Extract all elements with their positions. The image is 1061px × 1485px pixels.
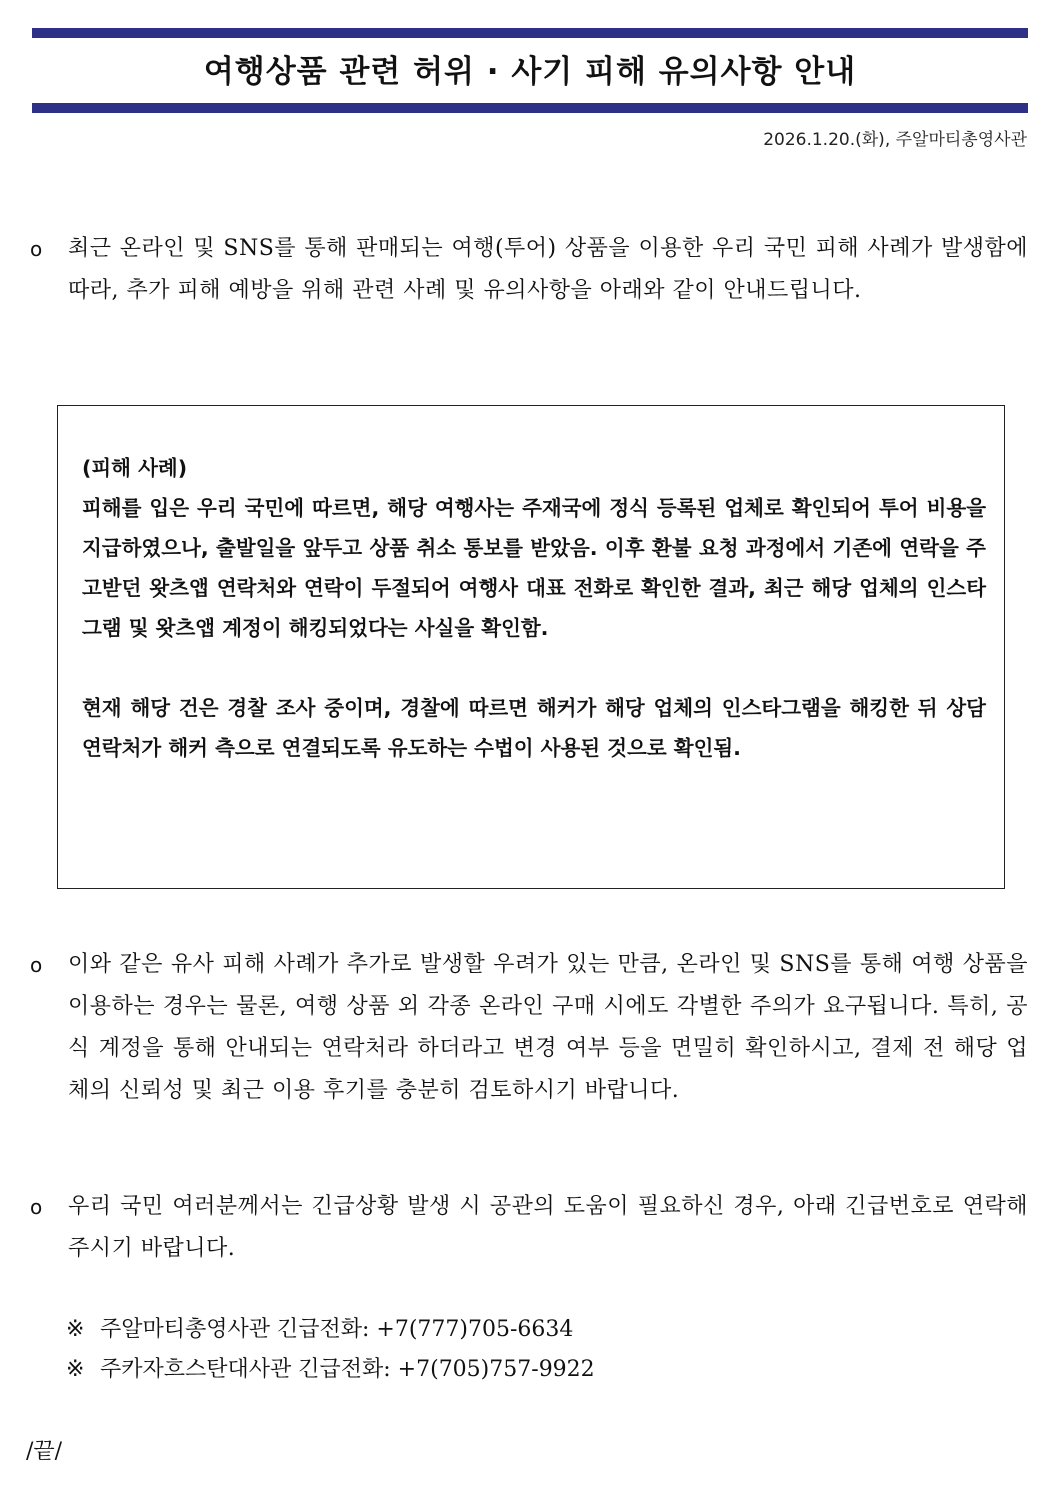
contact-consulate-text: 주알마티총영사관 긴급전화: +7(777)705-6634 [100,1317,574,1342]
end-mark: /끝/ [26,1439,63,1464]
reference-mark: ※ [66,1357,85,1382]
date-and-issuer: 2026.1.20.(화), 주알마티총영사관 [763,130,1027,150]
case-box [57,405,1005,889]
contact-embassy-text: 주카자흐스탄대사관 긴급전화: +7(705)757-9922 [100,1357,595,1382]
paragraph-caution [30,944,1028,1112]
top-rule [32,28,1028,38]
document-title: 여행상품 관련 허위 · 사기 피해 유의사항 안내 [203,54,857,90]
bottom-rule [32,103,1028,113]
paragraph-intro-text: 최근 온라인 및 SNS를 통해 판매되는 여행(투어) 상품을 이용한 우리 국민 피해 사례가 발생함에 따라, 추가 피해 예방을 위해 관련 사례 및 유의사항을 아래와 같이 안내드립니다. [68,236,1028,303]
case-body-2: 현재 해당 건은 경찰 조사 중이며, 경찰에 따르면 해커가 해당 업체의 인스타그램을 해킹한 뒤 상담 연락처가 해커 측으로 연결되도록 유도하는 수법이 사용된 것으로 확인됨. [82,696,986,760]
contact-consulate [66,1310,573,1350]
bullet-marker: o [30,1195,43,1219]
paragraph-caution-text: 이와 같은 유사 피해 사례가 추가로 발생할 우려가 있는 만큼, 온라인 및 SNS를 통해 여행 상품을 이용하는 경우는 물론, 여행 상품 외 각종 온라인 구매 시에도 각별한 주의가 요구됩니다. 특히, 공식 계정을 통해 안내되는 연락처라 하더라고 변경 여부 등을 면밀히 확인하시고, 결제 전 해당 업체의 신뢰성 및 최근 이용 후기를 충분히 검토하시기 바랍니다. [68,952,1028,1103]
case-body-1: 피해를 입은 우리 국민에 따르면, 해당 여행사는 주재국에 정식 등록된 업체로 확인되어 투어 비용을 지급하였으나, 출발일을 앞두고 상품 취소 통보를 받았음. 이후 환불 요청 과정에서 기존에 연락을 주고받던 왓츠앱 연락처와 연락이 두절되어 여행사 대표 전화로 확인한 결과, 최근 해당 업체의 인스타그램 및 왓츠앱 계정이 해킹되었다는 사실을 확인함. [82,496,986,640]
bullet-marker: o [30,237,43,261]
reference-mark: ※ [66,1317,85,1342]
case-heading: (피해 사례) [82,456,188,480]
paragraph-emergency-text: 우리 국민 여러분께서는 긴급상황 발생 시 공관의 도움이 필요하신 경우, 아래 긴급번호로 연락해 주시기 바랍니다. [68,1194,1028,1261]
paragraph-intro [30,228,1028,312]
bullet-marker: o [30,953,43,977]
contact-embassy [66,1350,595,1390]
paragraph-emergency [30,1186,1028,1270]
